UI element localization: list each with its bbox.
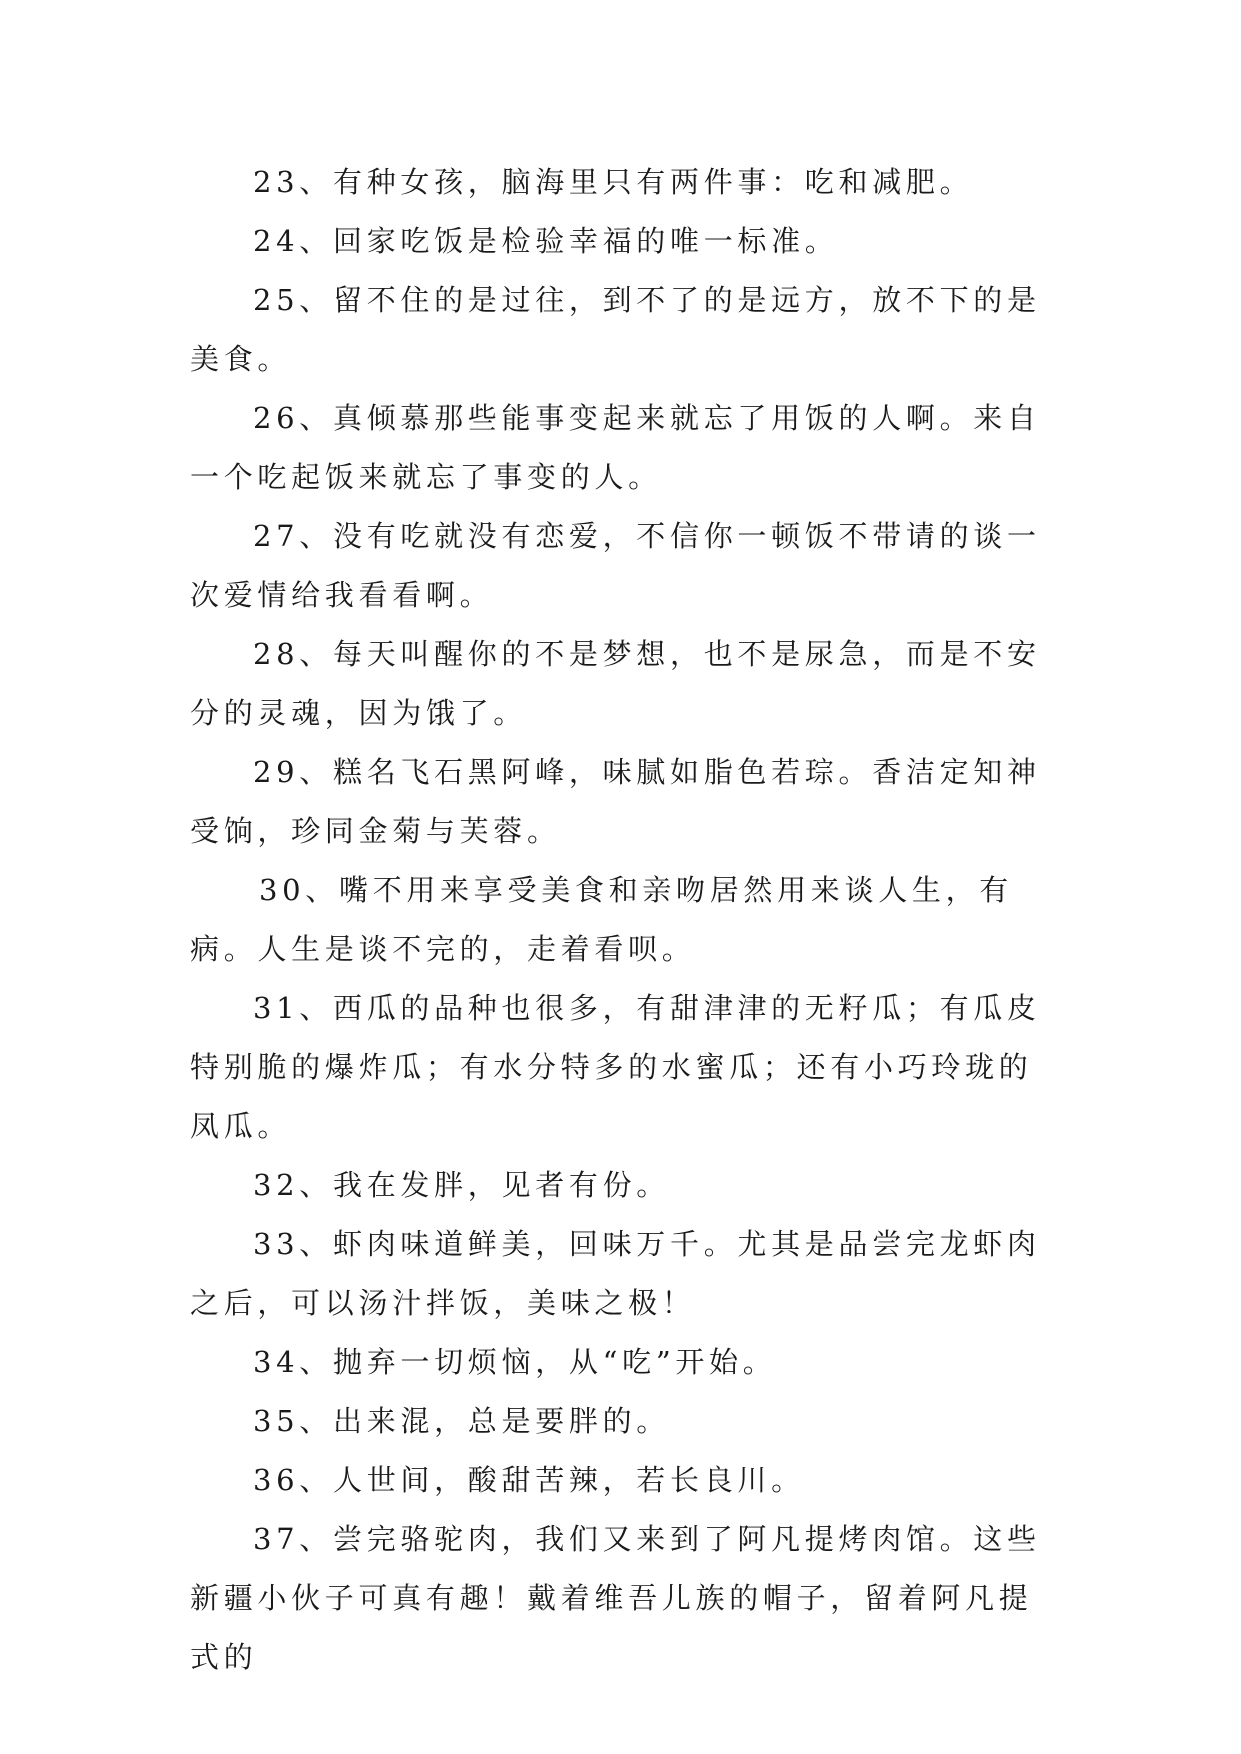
paragraph-34: 34、抛弃一切烦恼，从“吃”开始。 bbox=[253, 1345, 777, 1379]
paragraph-24: 24、回家吃饭是检验幸福的唯一标准。 bbox=[253, 224, 839, 258]
paragraph-29: 29、糕名飞石黑阿峰，味腻如脂色若琮。香洁定知神受饷，珍同金菊与芙蓉。 bbox=[190, 755, 1041, 848]
paragraph-25: 25、留不住的是过往，到不了的是远方，放不下的是美食。 bbox=[190, 283, 1041, 376]
paragraph-32: 32、我在发胖，见者有份。 bbox=[253, 1168, 671, 1202]
paragraph-30: 30、嘴不用来享受美食和亲吻居然用来谈人生，有病。人生是谈不完的，走着看呗。 bbox=[190, 873, 1014, 966]
paragraph-36: 36、人世间，酸甜苦辣，若长良川。 bbox=[253, 1463, 805, 1497]
paragraph-26: 26、真倾慕那些能事变起来就忘了用饭的人啊。来自一个吃起饭来就忘了事变的人。 bbox=[190, 401, 1041, 494]
paragraph-37: 37、尝完骆驼肉，我们又来到了阿凡提烤肉馆。这些新疆小伙子可真有趣！戴着维吾儿族的帽子，留着阿凡提式的 bbox=[190, 1522, 1041, 1674]
paragraph-33: 33、虾肉味道鲜美，回味万千。尤其是品尝完龙虾肉之后，可以汤汁拌饭，美味之极！ bbox=[190, 1227, 1041, 1320]
paragraph-27: 27、没有吃就没有恋爱，不信你一顿饭不带请的谈一次爱情给我看看啊。 bbox=[190, 519, 1041, 612]
document-body bbox=[190, 153, 1060, 1687]
paragraph-31: 31、西瓜的品种也很多，有甜津津的无籽瓜；有瓜皮特别脆的爆炸瓜；有水分特多的水蜜瓜；还有小巧玲珑的凤瓜。 bbox=[190, 991, 1041, 1143]
paragraph-35: 35、出来混，总是要胖的。 bbox=[253, 1404, 671, 1438]
paragraph-28: 28、每天叫醒你的不是梦想，也不是尿急，而是不安分的灵魂，因为饿了。 bbox=[190, 637, 1041, 730]
paragraph-23: 23、有种女孩，脑海里只有两件事：吃和减肥。 bbox=[253, 165, 974, 199]
